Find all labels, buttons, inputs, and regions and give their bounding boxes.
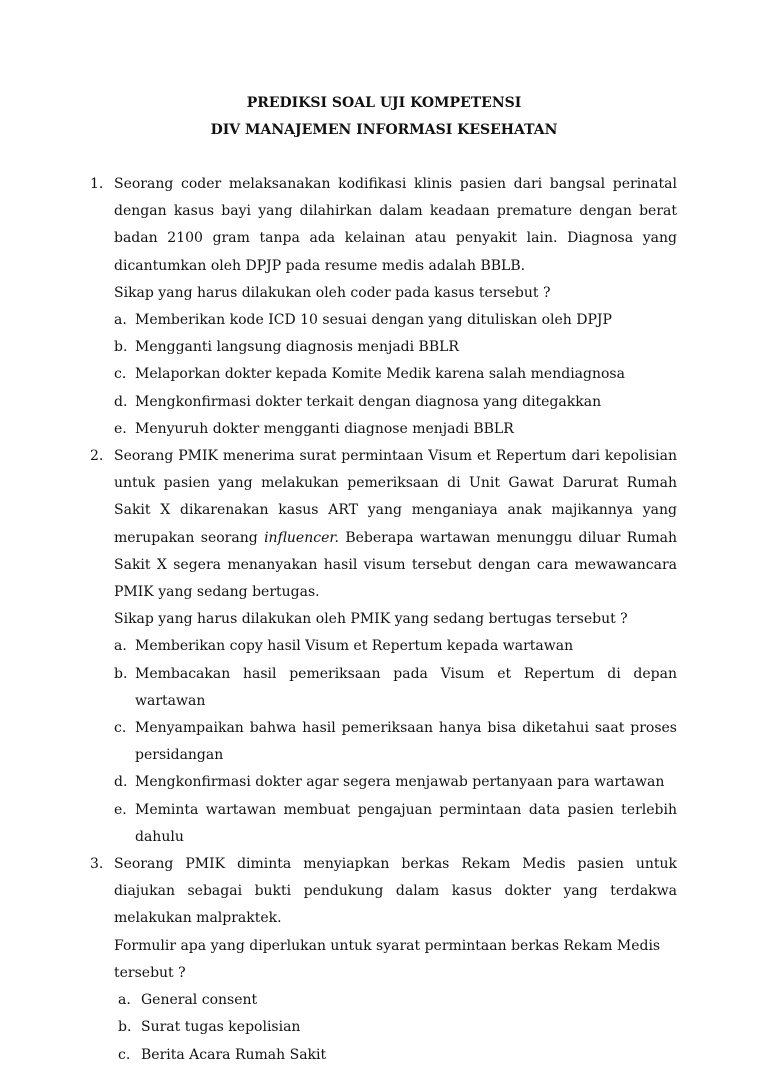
- option-text: Membacakan hasil pemeriksaan pada Visum et Repertum di depan wartawan: [135, 665, 677, 709]
- answer-option-a: [114, 633, 677, 660]
- option-letter: e.: [114, 801, 127, 818]
- question-prompt: Sikap yang harus dilakukan oleh PMIK yang sedang bertugas tersebut ?: [114, 611, 628, 628]
- answer-option-c: [114, 361, 677, 388]
- answer-option-d: [114, 769, 677, 796]
- question-list: [0, 171, 768, 1069]
- option-text: Memberikan copy hasil Visum et Repertum kepada wartawan: [135, 638, 574, 655]
- answer-option-a: [114, 307, 677, 334]
- option-letter: b.: [114, 665, 128, 682]
- question-text-part: Beberapa wartawan menunggu diluar Rumah Sakit X segera menanyakan hasil visum tersebut dengan cara mewawancara PMIK yang sedang bertugas.: [114, 529, 678, 601]
- option-letter: d.: [114, 774, 128, 791]
- question-3: [0, 851, 768, 1069]
- answer-option-c: [114, 1042, 677, 1069]
- option-letter: a.: [118, 992, 131, 1009]
- option-letter: b.: [114, 339, 128, 356]
- question-1: [0, 171, 768, 443]
- question-number: 2.: [90, 448, 104, 465]
- option-text: Mengkonfirmasi dokter terkait dengan diagnosa yang ditegakkan: [135, 393, 602, 410]
- question-2: [0, 443, 768, 851]
- question-text: [114, 443, 677, 606]
- option-letter: c.: [114, 366, 127, 383]
- question-number: 1.: [90, 176, 104, 192]
- option-text: Berita Acara Rumah Sakit: [141, 1046, 327, 1063]
- answer-options: [114, 633, 677, 851]
- question-text-part: Seorang PMIK menerima surat permintaan Visum et Repertum dari kepolisian untuk pasien yang melakukan pemeriksaan di Unit Gawat Darurat Rumah Sakit X dikarenakan kasus ART yang menganiaya anak majikannya yang merupakan seorang: [114, 448, 677, 546]
- question-text: Seorang coder melaksanakan kodifikasi klinis pasien dari bangsal perinatal dengan kasus bayi yang dilahirkan dalam keadaan premature dengan berat badan 2100 gram tanpa ada kelainan atau penyakit lain. Diagnosa yang dicantumkan oleh DPJP pada resume medis adalah BBLB.: [114, 176, 677, 274]
- option-text: Meminta wartawan membuat pengajuan permintaan data pasien terlebih dahulu: [135, 801, 677, 845]
- option-letter: a.: [114, 312, 127, 329]
- option-letter: c.: [118, 1046, 131, 1063]
- option-letter: d.: [114, 393, 128, 410]
- answer-option-b: [114, 334, 677, 361]
- option-letter: a.: [114, 638, 127, 655]
- answer-options: [114, 987, 677, 1069]
- document-title: PREDIKSI SOAL UJI KOMPETENSI: [246, 95, 522, 111]
- option-text: Mengganti langsung diagnosis menjadi BBLR: [135, 339, 459, 356]
- question-prompt: Sikap yang harus dilakukan oleh coder pada kasus tersebut ?: [114, 284, 551, 301]
- option-text: General consent: [141, 992, 258, 1009]
- answer-option-a: [114, 987, 677, 1014]
- answer-option-b: [114, 661, 677, 715]
- answer-options: [114, 307, 677, 443]
- option-text: Memberikan kode ICD 10 sesuai dengan yang dituliskan oleh DPJP: [135, 312, 612, 329]
- option-letter: e.: [114, 420, 127, 437]
- answer-option-e: [114, 797, 677, 851]
- option-text: Surat tugas kepolisian: [141, 1019, 301, 1036]
- option-text: Mengkonfirmasi dokter agar segera menjawab pertanyaan para wartawan: [135, 774, 665, 791]
- answer-option-d: [114, 389, 677, 416]
- question-body: [114, 443, 677, 851]
- question-number: 3.: [90, 856, 104, 873]
- question-body: [114, 851, 677, 1069]
- option-text: Menyuruh dokter mengganti diagnose menjadi BBLR: [135, 420, 514, 437]
- option-letter: c.: [114, 720, 127, 737]
- question-text-italic: influencer.: [264, 529, 339, 546]
- document-subtitle: DIV MANAJEMEN INFORMASI KESEHATAN: [210, 122, 558, 138]
- question-text: Seorang PMIK diminta menyiapkan berkas Rekam Medis pasien untuk diajukan sebagai bukti pendukung dalam kasus dokter yang terdakwa melakukan malpraktek.: [114, 856, 677, 927]
- option-text: Melaporkan dokter kepada Komite Medik karena salah mendiagnosa: [135, 366, 625, 383]
- option-text: Menyampaikan bahwa hasil pemeriksaan hanya bisa diketahui saat proses persidangan: [135, 720, 677, 764]
- answer-option-b: [114, 1014, 677, 1041]
- question-prompt: Formulir apa yang diperlukan untuk syarat permintaan berkas Rekam Medis tersebut ?: [114, 937, 661, 981]
- question-body: [114, 171, 677, 443]
- option-letter: b.: [118, 1019, 132, 1036]
- answer-option-e: [114, 416, 677, 443]
- answer-option-c: [114, 715, 677, 769]
